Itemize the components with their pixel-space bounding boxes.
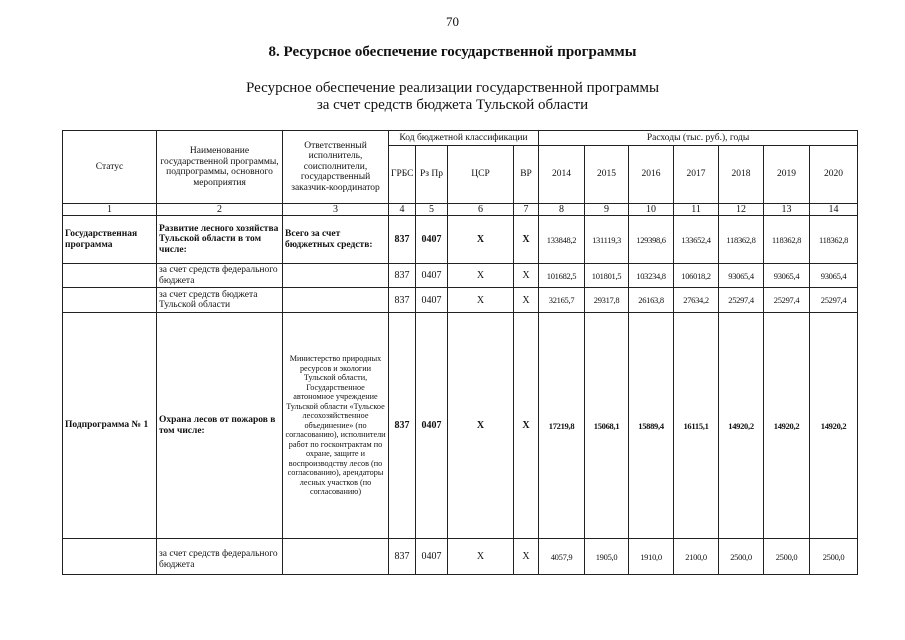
header-rzpr: Рз Пр — [416, 146, 448, 204]
column-number: 10 — [629, 204, 674, 216]
header-name: Наименование государственной программы, подпрограммы, основного мероприятия — [157, 131, 283, 204]
table-row — [63, 313, 858, 539]
header-expenses: Расходы (тыс. руб.), годы — [539, 131, 858, 146]
budget-table — [62, 130, 858, 575]
row-value-2016: 15889,4 — [629, 313, 674, 539]
table-subtitle — [0, 80, 905, 114]
row-value-2016: 103234,8 — [629, 264, 674, 288]
row-value-2017: 106018,2 — [674, 264, 719, 288]
column-number: 4 — [389, 204, 416, 216]
row-value-2019: 93065,4 — [764, 264, 810, 288]
row-value-2019: 118362,8 — [764, 216, 810, 264]
table-row — [63, 288, 858, 313]
row-grbs: 837 — [389, 313, 416, 539]
row-status — [63, 264, 157, 288]
row-value-2015: 131119,3 — [585, 216, 629, 264]
header-year-2016: 2016 — [629, 146, 674, 204]
subtitle-line-1: Ресурсное обеспечение реализации государственной программы — [245, 80, 660, 96]
header-grbs: ГРБС — [389, 146, 416, 204]
row-name: за счет средств федерального бюджета — [157, 539, 283, 575]
header-year-2017: 2017 — [674, 146, 719, 204]
row-value-2014: 32165,7 — [539, 288, 585, 313]
row-vr: Х — [514, 264, 539, 288]
column-number: 7 — [514, 204, 539, 216]
row-rzpr: 0407 — [416, 539, 448, 575]
row-grbs: 837 — [389, 539, 416, 575]
row-rzpr: 0407 — [416, 216, 448, 264]
header-responsible: Ответственный исполнитель, соисполнители, государственный заказчик-координатор — [283, 131, 389, 204]
row-value-2019: 2500,0 — [764, 539, 810, 575]
row-status: Подпрограмма № 1 — [63, 313, 157, 539]
row-status — [63, 288, 157, 313]
column-number: 9 — [585, 204, 629, 216]
column-number: 13 — [764, 204, 810, 216]
row-value-2017: 27634,2 — [674, 288, 719, 313]
row-csr: Х — [448, 216, 514, 264]
row-value-2019: 14920,2 — [764, 313, 810, 539]
row-responsible — [283, 288, 389, 313]
row-status — [63, 539, 157, 575]
section-title: 8. Ресурсное обеспечение государственной программы — [268, 44, 637, 60]
column-number-row — [63, 204, 858, 216]
row-rzpr: 0407 — [416, 264, 448, 288]
header-year-2020: 2020 — [810, 146, 858, 204]
row-value-2015: 15068,1 — [585, 313, 629, 539]
header-year-2014: 2014 — [539, 146, 585, 204]
row-vr: Х — [514, 288, 539, 313]
column-number: 14 — [810, 204, 858, 216]
row-value-2020: 93065,4 — [810, 264, 858, 288]
row-grbs: 837 — [389, 264, 416, 288]
row-value-2016: 1910,0 — [629, 539, 674, 575]
row-value-2020: 2500,0 — [810, 539, 858, 575]
table-row — [63, 264, 858, 288]
row-value-2014: 101682,5 — [539, 264, 585, 288]
row-csr: Х — [448, 539, 514, 575]
row-vr: Х — [514, 539, 539, 575]
row-value-2018: 14920,2 — [719, 313, 764, 539]
row-csr: Х — [448, 264, 514, 288]
column-number: 2 — [157, 204, 283, 216]
table-row — [63, 216, 858, 264]
row-value-2019: 25297,4 — [764, 288, 810, 313]
table-row — [63, 539, 858, 575]
row-value-2014: 133848,2 — [539, 216, 585, 264]
row-value-2020: 25297,4 — [810, 288, 858, 313]
row-rzpr: 0407 — [416, 313, 448, 539]
row-responsible — [283, 264, 389, 288]
row-grbs: 837 — [389, 216, 416, 264]
column-number: 6 — [448, 204, 514, 216]
row-value-2014: 17219,8 — [539, 313, 585, 539]
column-number: 11 — [674, 204, 719, 216]
row-vr: Х — [514, 216, 539, 264]
row-grbs: 837 — [389, 288, 416, 313]
row-value-2014: 4057,9 — [539, 539, 585, 575]
row-csr: Х — [448, 313, 514, 539]
row-value-2015: 29317,8 — [585, 288, 629, 313]
row-value-2018: 118362,8 — [719, 216, 764, 264]
row-responsible: Министерство природных ресурсов и экологии Тульской области, Государственное автономное учреждение Тульской области «Тульское лесохозяйственное объединение» (по согласованию), исполнители работ по госконтрактам по охране, защите и воспроизводству лесов (по согласованию), арендаторы лесных участков (по согласованию) — [283, 313, 389, 539]
row-value-2017: 133652,4 — [674, 216, 719, 264]
row-value-2018: 25297,4 — [719, 288, 764, 313]
header-year-2019: 2019 — [764, 146, 810, 204]
row-value-2018: 2500,0 — [719, 539, 764, 575]
column-number: 3 — [283, 204, 389, 216]
header-csr: ЦСР — [448, 146, 514, 204]
row-name: за счет средств бюджета Тульской области — [157, 288, 283, 313]
page-number: 70 — [446, 14, 459, 29]
row-value-2020: 118362,8 — [810, 216, 858, 264]
column-number: 1 — [63, 204, 157, 216]
row-status: Государственная программа — [63, 216, 157, 264]
row-value-2015: 1905,0 — [585, 539, 629, 575]
header-year-2015: 2015 — [585, 146, 629, 204]
column-number: 5 — [416, 204, 448, 216]
header-budget-code: Код бюджетной классификации — [389, 131, 539, 146]
header-status: Статус — [63, 131, 157, 204]
column-number: 12 — [719, 204, 764, 216]
row-responsible — [283, 539, 389, 575]
subtitle-line-2: за счет средств бюджета Тульской области — [316, 97, 589, 113]
row-value-2016: 129398,6 — [629, 216, 674, 264]
header-year-2018: 2018 — [719, 146, 764, 204]
header-vr: ВР — [514, 146, 539, 204]
row-value-2015: 101801,5 — [585, 264, 629, 288]
row-value-2016: 26163,8 — [629, 288, 674, 313]
row-rzpr: 0407 — [416, 288, 448, 313]
row-value-2020: 14920,2 — [810, 313, 858, 539]
row-name: Охрана лесов от пожаров в том числе: — [157, 313, 283, 539]
row-name: Развитие лесного хозяйства Тульской области в том числе: — [157, 216, 283, 264]
row-responsible: Всего за счет бюджетных средств: — [283, 216, 389, 264]
row-value-2017: 2100,0 — [674, 539, 719, 575]
column-number: 8 — [539, 204, 585, 216]
row-name: за счет средств федерального бюджета — [157, 264, 283, 288]
row-vr: Х — [514, 313, 539, 539]
row-csr: Х — [448, 288, 514, 313]
row-value-2018: 93065,4 — [719, 264, 764, 288]
row-value-2017: 16115,1 — [674, 313, 719, 539]
